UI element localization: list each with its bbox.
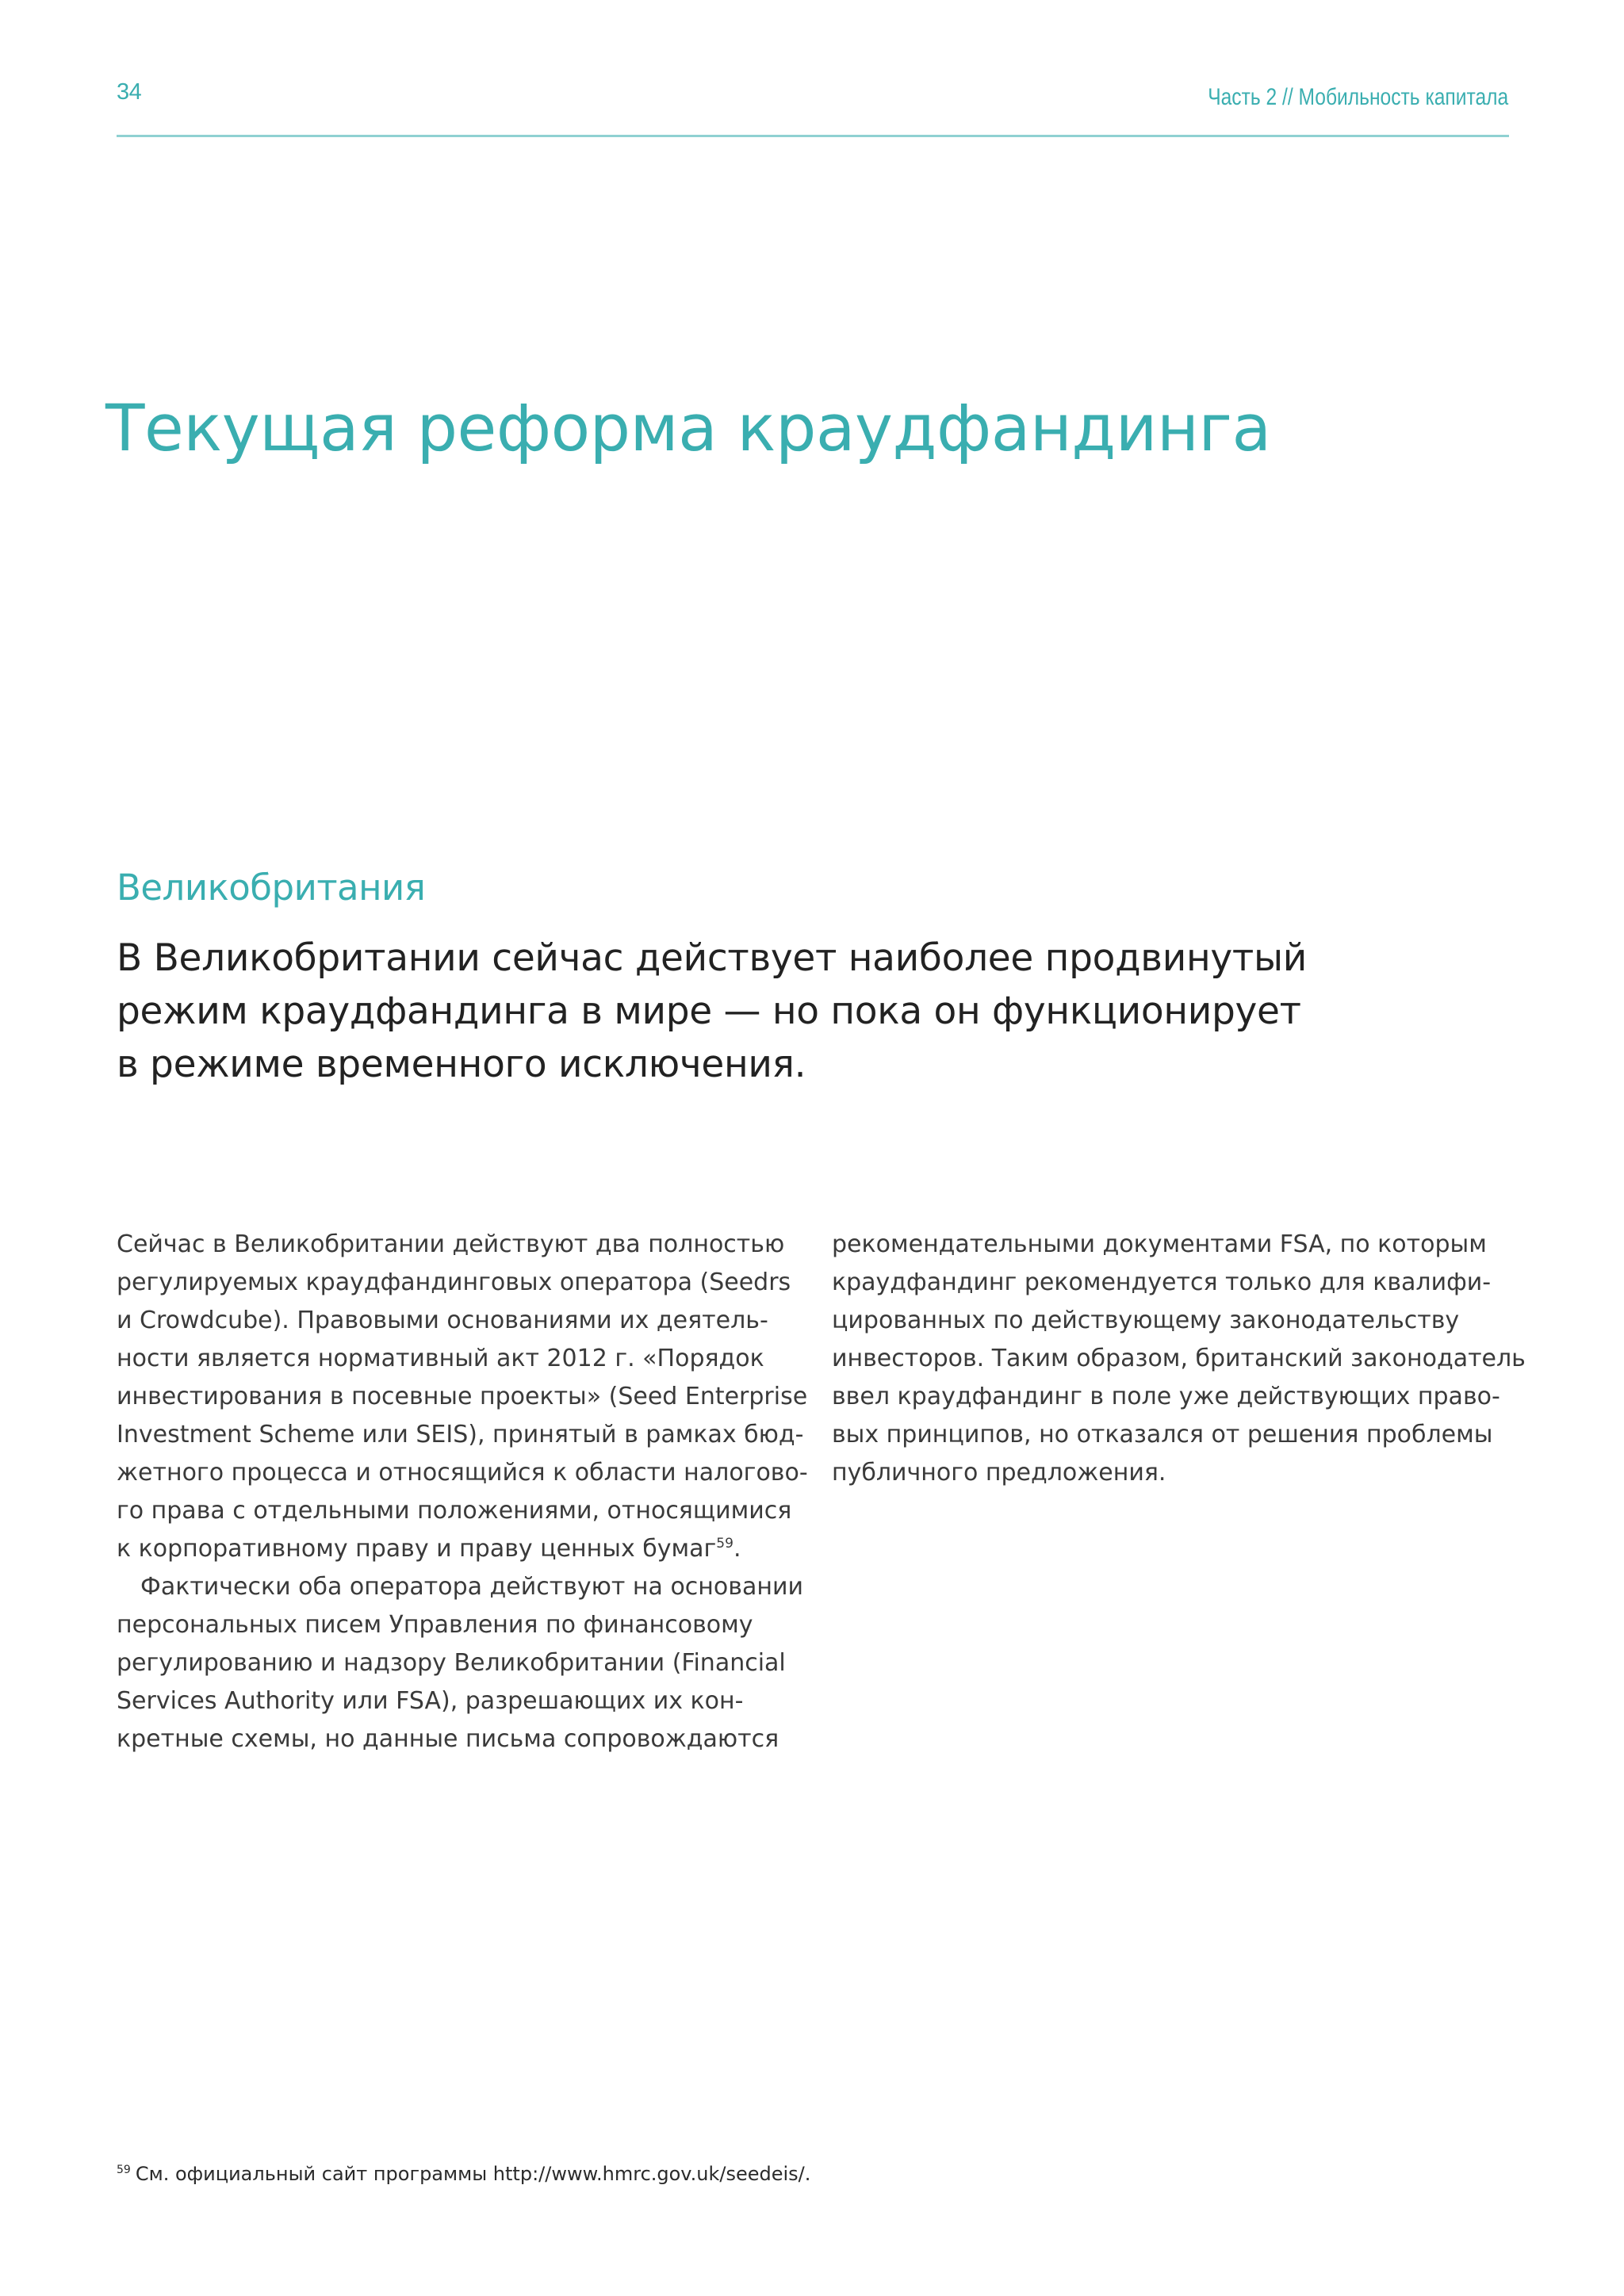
text-line: Сейчас в Великобритании действуют два полностью [117, 1230, 785, 1258]
text-line: рекомендательными документами FSA, по которым [832, 1230, 1487, 1258]
text-line: го права с отдельными положениями, относящимися [117, 1497, 792, 1525]
text-line: персональных писем Управления по финансовому [117, 1611, 753, 1639]
lead-line: в режиме временного исключения. [117, 1043, 806, 1086]
right-column [832, 1226, 1526, 1492]
footnote-reference[interactable]: 59 [716, 1536, 733, 1552]
lead-paragraph [117, 932, 1307, 1091]
text-line: жетного процесса и относящийся к области налогово- [117, 1459, 808, 1487]
lead-line: В Великобритании сейчас действует наиболее продвинутый [117, 936, 1308, 980]
footnote-text: См. официальный сайт программы http://www.hmrc.gov.uk/seedeis/. [135, 2163, 811, 2185]
running-title: Часть 2 // Мобильность капитала [1207, 84, 1508, 110]
text-line: регулируемых краудфандинговых оператора (Seedrs [117, 1269, 791, 1296]
header-divider [117, 135, 1509, 137]
chapter-title: Текущая реформа краудфандинга [105, 392, 1271, 466]
text-line: Фактически оба оператора действуют на основании [140, 1573, 803, 1601]
text-line: Services Authority или FSA), разрешающих их кон- [117, 1687, 744, 1715]
text-fragment: . [733, 1535, 741, 1563]
text-line: и Crowdcube). Правовыми основаниями их деятель- [117, 1307, 768, 1334]
text-line: Investment Scheme или SEIS), принятый в рамках бюд- [117, 1421, 804, 1448]
left-column [117, 1226, 808, 1758]
footnote [117, 2161, 810, 2187]
text-line: краудфандинг рекомендуется только для квалифи- [832, 1269, 1492, 1296]
page-number: 34 [117, 79, 142, 105]
text-line: ности является нормативный акт 2012 г. «Порядок [117, 1345, 764, 1372]
text-line: кретные схемы, но данные письма сопровождаются [117, 1725, 779, 1753]
text-line: цированных по действующему законодательству [832, 1307, 1460, 1334]
footnote-number: 59 [117, 2164, 131, 2176]
lead-line: режим краудфандинга в мире — но пока он функционирует [117, 989, 1301, 1033]
text-line: регулированию и надзору Великобритании (Financial [117, 1649, 786, 1677]
text-line: вых принципов, но отказался от решения проблемы [832, 1421, 1493, 1448]
text-fragment: к корпоративному праву и праву ценных бумаг [117, 1535, 717, 1563]
text-line-with-footnote [117, 1530, 791, 1568]
text-line: инвестирования в посевные проекты» (Seed Enterprise [117, 1383, 808, 1410]
text-line: ввел краудфандинг в поле уже действующих право- [832, 1383, 1500, 1410]
section-heading: Великобритания [117, 867, 426, 909]
text-line: инвесторов. Таким образом, британский законодатель [832, 1345, 1526, 1372]
text-line: публичного предложения. [832, 1459, 1166, 1487]
